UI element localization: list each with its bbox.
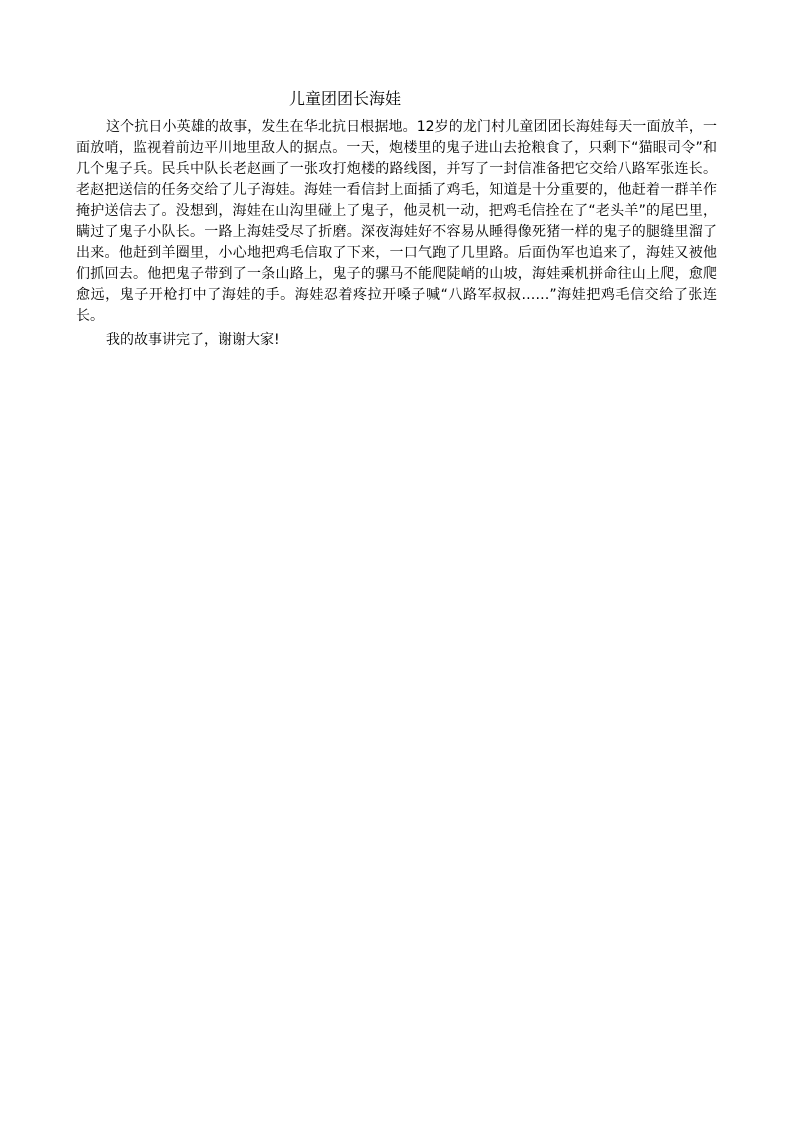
story-paragraph: 这个抗日小英雄的故事，发生在华北抗日根据地。12岁的龙门村儿童团团长海娃每天一面放羊，一面放哨，监视着前边平川地里敌人的据点。一天，炮楼里的鬼子进山去抢粮食了，只剩下“猫眼司令”和几个鬼子兵。民兵中队长老赵画了一张攻打炮楼的路线图，并写了一封信准备把它交给八路军张连长。老赵把送信的任务交给了儿子海娃。海娃一看信封上面插了鸡毛，知道是十分重要的，他赶着一群羊作掩护送信去了。没想到，海娃在山沟里碰上了鬼子，他灵机一动，把鸡毛信拴在了“老头羊”的尾巴里，瞒过了鬼子小队长。一路上海娃受尽了折磨。深夜海娃好不容易从睡得像死猪一样的鬼子的腿缝里溜了出来。他赶到羊圈里，小心地把鸡毛信取了下来，一口气跑了几里路。后面伪军也追来了，海娃又被他们抓回去。他把鬼子带到了一条山路上，鬼子的骡马不能爬陡峭的山坡，海娃乘机拼命往山上爬，愈爬愈远，鬼子开枪打中了海娃的手。海娃忍着疼拉开嗓子喊“八路军叔叔……”海娃把鸡毛信交给了张连长。 — [76, 119, 717, 324]
document-body — [76, 117, 717, 351]
document-title: 儿童团团长海娃 — [288, 89, 401, 108]
closing-paragraph: 我的故事讲完了，谢谢大家! — [106, 332, 280, 348]
